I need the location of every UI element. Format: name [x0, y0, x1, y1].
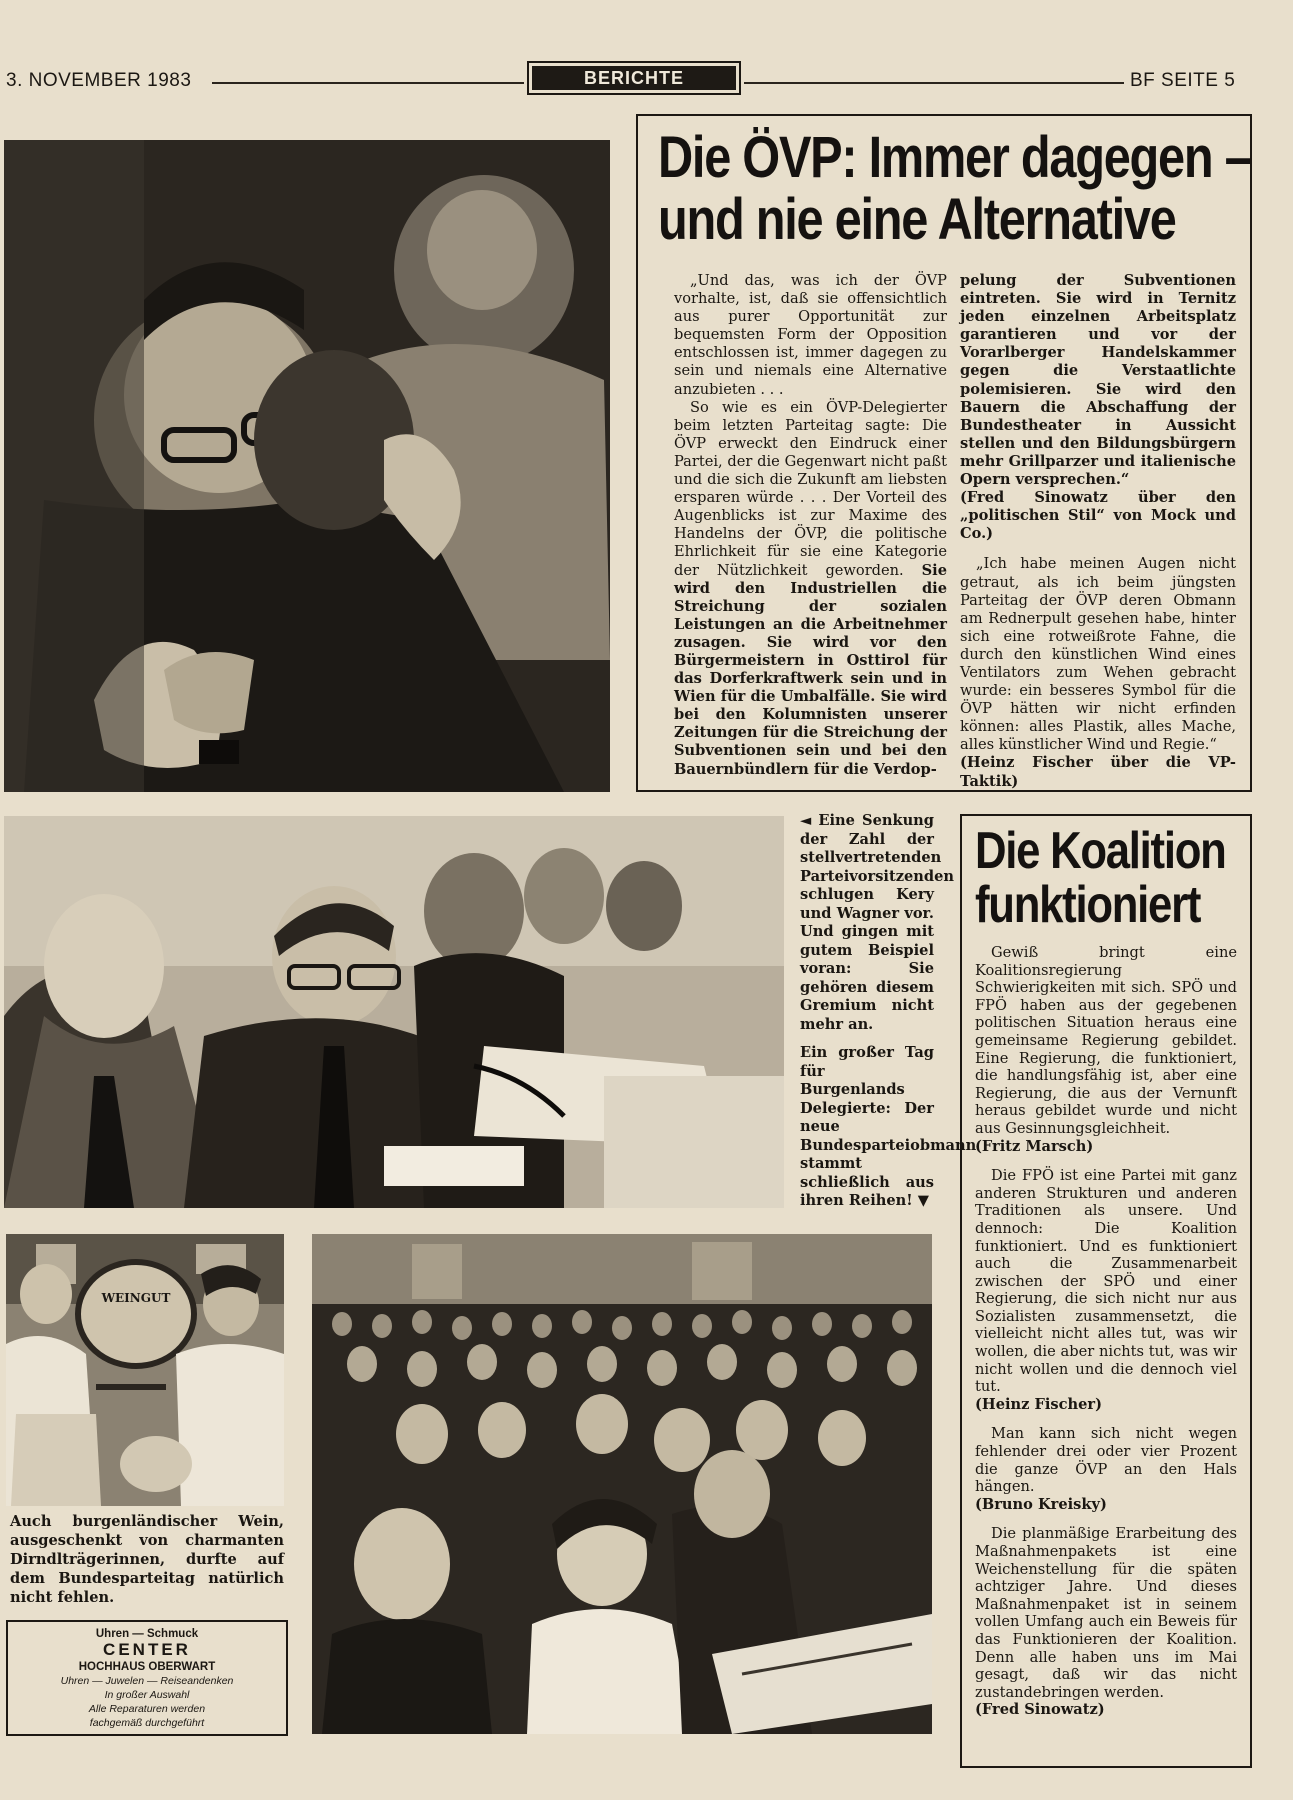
caption-delegates-text-2: Ein großer Tag für Burgenlands Delegierte: Der neue Bundesparteiobmann stammt schließlich aus ihren Reihen! ▼ [800, 1044, 977, 1209]
photo-delegates-image [4, 816, 784, 1208]
article-oevp [636, 114, 1252, 792]
article-koalition-quote-4: Die planmäßige Erarbeitung des Maßnahmenpakets ist eine Weichenstellung für die späten achtziger Jahre. Und dieses Maßnahmenpaket ist in seinem vollen Umfang auch ein Beweis für das Funktionieren der Koalition. Denn alle haben uns im Mai gesagt, daß wir das nicht zustandebringen werden. [975, 1525, 1237, 1701]
ad-line-1: Uhren — Schmuck [95, 1628, 199, 1640]
article-koalition-attribution-1: (Fritz Marsch) [975, 1137, 1094, 1155]
photo-wine-image [6, 1234, 284, 1506]
article-oevp-headline-1: Die ÖVP: Immer dagegen – [658, 125, 1251, 190]
section-label-box [527, 61, 741, 95]
advertisement-center [6, 1620, 288, 1736]
article-koalition-quote-1: Gewiß bringt eine Koalitionsregierung Schwierigkeiten mit sich. SPÖ und FPÖ haben aus der gegebenen politischen Situation heraus eine gemeinsame Regierung gebildet. Eine Regierung, die funktioniert, die handlungsfähig ist, aber eine Regierung, die aus der Vernunft heraus gebildet wurde und nicht aus Gesinnungsgleichheit. [975, 944, 1237, 1137]
photo-embrace [4, 140, 610, 792]
section-label: BERICHTE [532, 66, 736, 90]
article-oevp-column-2 [960, 272, 1236, 791]
article-oevp-attribution-2: (Heinz Fischer über die VP-Taktik) [960, 754, 1236, 790]
article-oevp-attribution-1: (Fred Sinowatz über den „politischen Stil“ von Mock und Co.) [960, 489, 1236, 543]
header-rule-left [212, 82, 524, 84]
caption-delegates-text-1: ◄ Eine Senkung der Zahl der stellvertretenden Parteivorsitzenden schlugen Kery und Wagner vor. Und gingen mit gutem Beispiel voran: Sie gehören diesem Gremium nicht mehr an. [800, 812, 954, 1033]
article-koalition-headline-1: Die Koalition [975, 822, 1226, 880]
article-oevp-paragraph-2 [674, 399, 947, 779]
photo-embrace-image [4, 140, 610, 792]
page-number: BF SEITE 5 [1130, 70, 1236, 91]
ad-line-6: Alle Reparaturen werden [88, 1703, 206, 1715]
article-koalition-body [975, 944, 1237, 1719]
ad-line-2: CENTER [103, 1640, 191, 1659]
article-oevp-paragraph-3: pelung der Subventionen eintreten. Sie wird in Ternitz jeden einzelnen Arbeitsplatz garantieren und vor der Vorarlberger Handelskammer gegen die Verstaatlichte polemisieren. Sie wird den Bauern die Abschaffung der Bundestheater in Aussicht stellen und den Bildungsbürgern mehr Grillparzer und italienische Opern versprechen.“ [960, 272, 1236, 489]
article-koalition-attribution-4: (Fred Sinowatz) [975, 1701, 1105, 1719]
ad-line-4: Uhren — Juwelen — Reiseandenken [60, 1675, 234, 1687]
issue-date: 3. NOVEMBER 1983 [6, 70, 192, 91]
article-koalition-headline-2: funktioniert [975, 876, 1201, 934]
photo-audience [312, 1234, 932, 1734]
header-rule-right [744, 82, 1124, 84]
article-koalition [960, 814, 1252, 1768]
article-oevp-headline-2: und nie eine Alternative [658, 187, 1176, 252]
ad-line-5: In großer Auswahl [104, 1689, 190, 1701]
barrel-text: WEINGUT [101, 1291, 171, 1305]
article-oevp-paragraph-2-bold: Sie wird den Industriellen die Streichung der sozialen Leistungen an die Arbeitnehmer zusagen. Sie wird vor den Bürgermeistern in Osttirol für das Dorferkraftwerk sein und in Wien für die Umbalfälle. Sie wird bei den Kolumnisten unserer Zeitungen für die Streichung der Subventionen sein und bei den Bauernbündlern für die Verdop- [674, 561, 948, 778]
article-koalition-quote-3: Man kann sich nicht wegen fehlender drei oder vier Prozent die ganze ÖVP an den Hals hängen. [975, 1425, 1237, 1496]
photo-delegates [4, 816, 784, 1208]
photo-wine [6, 1234, 284, 1506]
article-oevp-paragraph-4: „Ich habe meinen Augen nicht getraut, als ich beim jüngsten Parteitag der ÖVP deren Obmann am Rednerpult gesehen habe, hinter sich eine rotweißrote Fahne, die durch den künstlichen Wind eines Ventilators zum Wehen gebracht wurde: ein besseres Symbol für die ÖVP hätten wir nicht erfinden können: alles Plastik, alles Mache, alles künstlicher Wind und Regie.“ [960, 555, 1236, 754]
article-koalition-attribution-2: (Heinz Fischer) [975, 1395, 1102, 1413]
photo-audience-image [312, 1234, 932, 1734]
article-oevp-paragraph-2-text: So wie es ein ÖVP-Delegierter beim letzten Parteitag sagte: Die ÖVP erweckt den Eindruck einer Partei, der die Gegenwart nicht paßt und die sich die Zukunft am liebsten ersparen würde . . . Der Vorteil des Augenblicks ist zur Maxime des Handelns der ÖVP, die politische Ehrlichkeit für sie eine Kategorie der Nützlichkeit geworden. [674, 398, 947, 579]
caption-delegates [800, 812, 977, 1211]
article-oevp-paragraph-1: „Und das, was ich der ÖVP vorhalte, ist, daß sie offensichtlich aus purer Opportunität zur bequemsten Form der Opposition entschlossen ist, immer dagegen zu sein und niemals eine Alternative anzubieten . . . [674, 272, 947, 398]
article-oevp-column-1 [674, 272, 947, 779]
caption-wine: Auch burgenländischer Wein, ausgeschenkt von charmanten Dirndlträgerinnen, durfte auf dem Bundesparteitag natürlich nicht fehlen. [10, 1513, 284, 1606]
ad-line-7: fachgemäß durchgeführt [89, 1717, 205, 1729]
article-koalition-quote-2: Die FPÖ ist eine Partei mit ganz anderen Strukturen und anderen Traditionen als unsere. Und dennoch: Die Koalition funktioniert. Und es funktioniert auch die Zusammenarbeit zwischen der SPÖ und einer Regierung, die sich nicht nur aus Sozialisten zusammensetzt, die vielleicht nicht alles tut, was wir wollen, die aber nichts tut, was wir nicht wollen und die dennoch viel tut. [975, 1167, 1237, 1396]
ad-line-3: HOCHHAUS OBERWART [78, 1661, 216, 1673]
article-koalition-attribution-3: (Bruno Kreisky) [975, 1495, 1107, 1513]
